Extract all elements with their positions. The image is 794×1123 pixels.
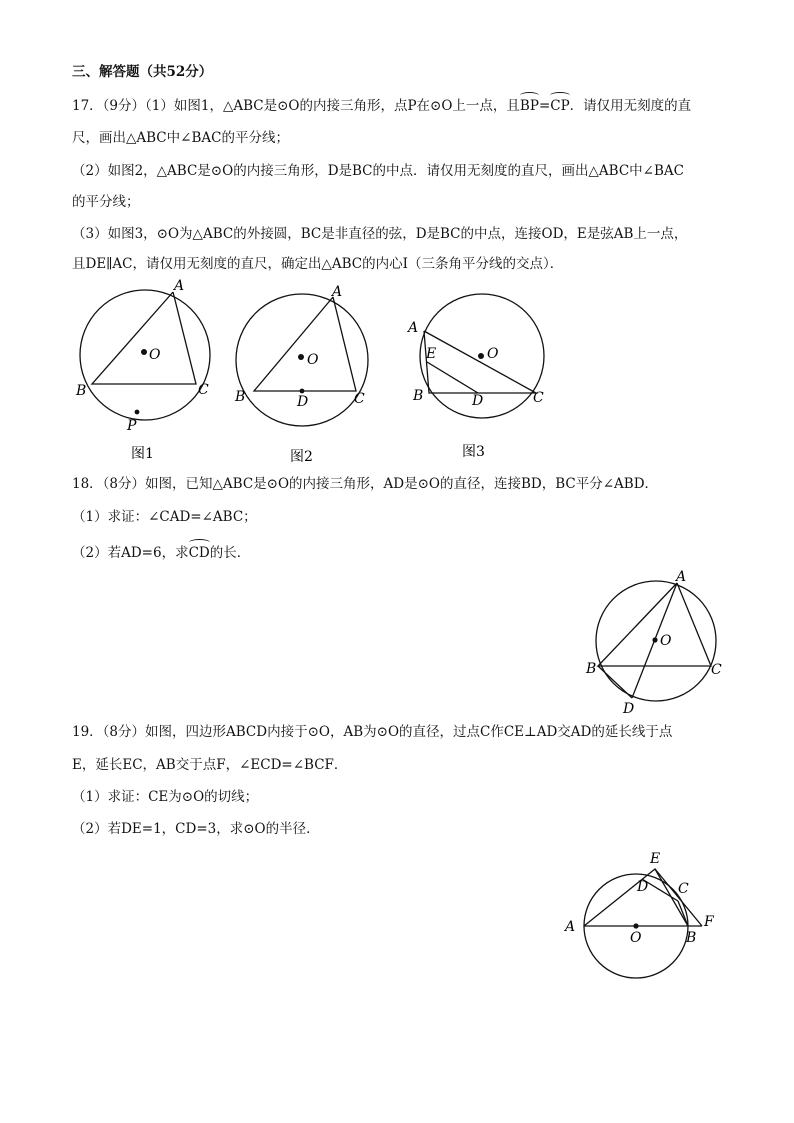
q17-line1-suffix: ．请仅用无刻度的直 [569,98,692,114]
fig1-label-c: C [198,382,209,398]
fig1-point-p [135,410,140,415]
q19-center-point [633,923,638,928]
fig3-caption: 图3 [462,444,485,460]
q18-line3-prefix: （2）若AD=6，求 [72,545,189,561]
q17-line3: （2）如图2，△ABC是⊙O的内接三角形，D是BC的中点．请仅用无刻度的直尺，画出△ABC中∠BAC [72,163,684,179]
fig3-label-c: C [533,390,544,406]
q17-figure-2 [222,270,392,470]
q17-arc-cp: CP [550,98,570,114]
q19-label-b: B [686,930,697,946]
q18-line3 [72,543,250,563]
fig2-label-o: O [307,352,319,368]
q18-line3-suffix: 的长． [209,545,251,561]
q18-figure [580,565,740,715]
fig1-label-a: A [174,278,185,294]
fig1-caption: 图1 [131,446,154,462]
fig3-label-e: E [426,346,437,362]
q19-segment-ef [655,869,702,926]
q19-label-f: F [704,914,714,930]
q18-label-o: O [660,633,672,649]
q19-line4: （2）若DE=1，CD=3，求⊙O的半径． [72,821,320,837]
q17-line2: 尺，画出△ABC中∠BAC的平分线； [72,130,289,146]
q19-label-a: A [565,919,576,935]
q18-arc-cd: CD [188,545,210,561]
section-title: 三、解答题（共52分） [72,64,213,80]
fig3-triangle [424,331,536,393]
q17-line1 [72,96,691,116]
q19-line3: （1）求证：CE为⊙O的切线； [72,789,259,805]
fig1-label-p: P [127,418,137,434]
q17-line4: 的平分线； [72,194,140,210]
q18-line2: （1）求证：∠CAD=∠ABC； [72,509,257,525]
fig3-label-o: O [487,346,499,362]
fig3-label-a: A [408,320,419,336]
fig2-label-a: A [332,284,343,300]
q18-line1: 18．（8分）如图，已知△ABC是⊙O的内接三角形，AD是⊙O的直径，连接BD，BC平分∠ABD． [72,476,659,492]
fig3-label-b: B [413,388,424,404]
q17-line5: （3）如图3，⊙O为△ABC的外接圆，BC是非直径的弦，D是BC的中点，连接OD，E是弦AB上一点， [72,226,688,242]
q18-label-a: A [676,569,687,585]
q17-arc-bp: BP [519,98,539,114]
fig2-caption: 图2 [290,449,313,465]
q18-label-c: C [711,662,722,678]
fig2-label-c: C [354,391,365,407]
q18-segment-bd [598,666,632,698]
q18-label-b: B [586,661,597,677]
fig1-triangle [92,292,196,384]
q19-line2: E，延长EC，AB交于点F，∠ECD=∠BCF． [72,757,348,773]
fig1-label-o: O [149,347,161,363]
fig1-circle [80,290,210,420]
q17-line6: 且DE∥AC，请仅用无刻度的直尺，确定出△ABC的内心I（三条角平分线的交点）． [72,256,564,272]
q19-label-c: C [678,881,689,897]
fig2-triangle [254,297,356,391]
q19-label-d: D [637,879,649,895]
q17-line1-prefix: 17．（9分）（1）如图1，△ABC是⊙O的内接三角形，点P在⊙O上一点，且 [72,98,520,114]
fig1-center-point [141,349,147,355]
q18-center-point [652,637,657,642]
fig2-center-point [298,354,304,360]
q19-label-o: O [630,930,642,946]
q17-figure-3 [400,270,570,470]
fig1-label-b: B [76,383,87,399]
fig2-label-b: B [235,389,246,405]
q19-figure [560,845,730,985]
fig2-label-d: D [297,394,309,410]
q17-eq: = [538,98,551,114]
q19-line1: 19．（8分）如图，四边形ABCD内接于⊙O，AB为⊙O的直径，过点C作CE⊥AD交AD的延长线于点 [72,724,673,740]
q18-label-d: D [623,701,635,717]
fig3-label-d: D [472,393,484,409]
q19-label-e: E [650,851,661,867]
fig2-point-d [300,389,305,394]
q17-figure-1 [60,270,230,470]
fig3-center-point [478,353,484,359]
fig3-segment-de [427,362,478,393]
